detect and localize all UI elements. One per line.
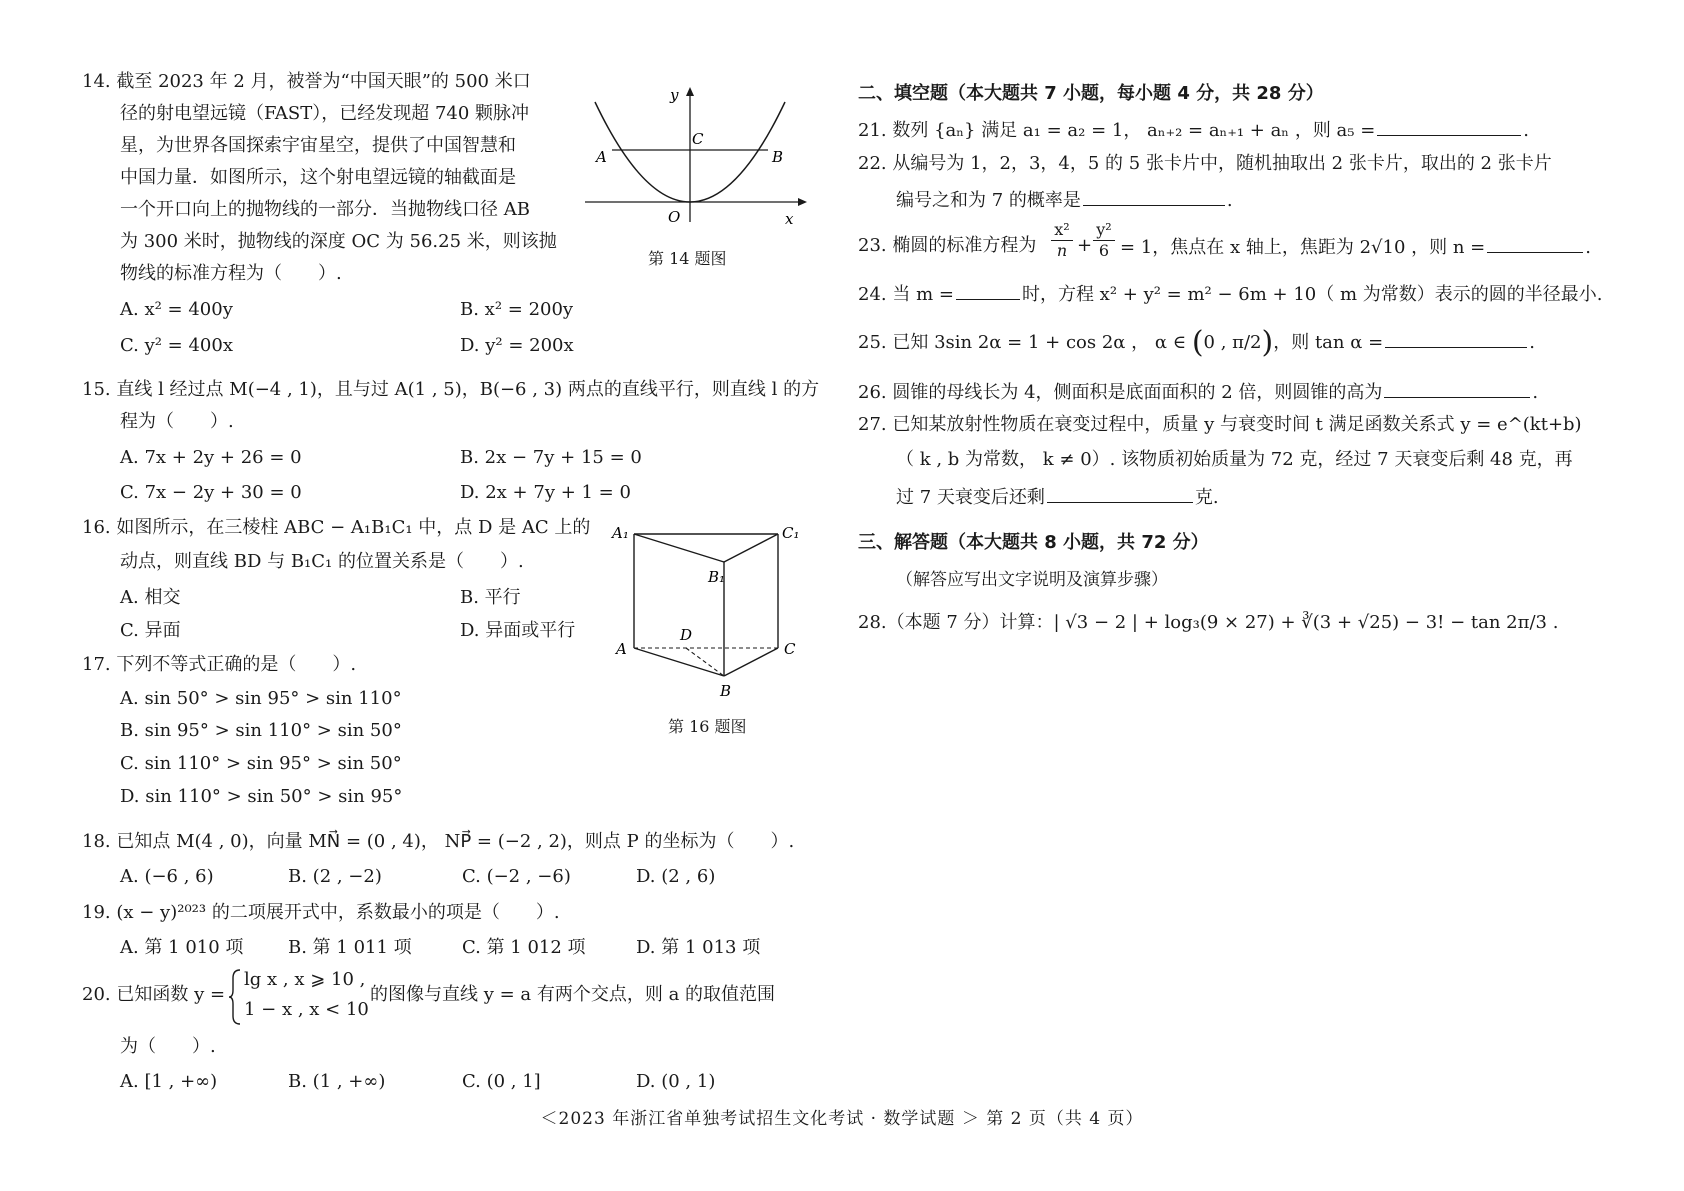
q26-end: . xyxy=(1532,382,1539,403)
q27-text: 过 7 天衰变后还剩 xyxy=(896,487,1045,508)
q25-right-paren: ) xyxy=(1261,325,1274,360)
q14-line-5: 一个开口向上的抛物线的一部分．当抛物线口径 AB xyxy=(120,199,530,220)
q16-option-d: D. 异面或平行 xyxy=(460,620,576,641)
q15-option-b: B. 2x − 7y + 15 = 0 xyxy=(460,447,642,468)
q27-line-1: 27. 已知某放射性物质在衰变过程中，质量 y 与衰变时间 t 满足函数关系式 y = e^(kt+b) xyxy=(858,414,1582,435)
q16-option-c: C. 异面 xyxy=(120,620,181,641)
q25-interval: 0 , π/2 xyxy=(1203,332,1262,353)
edge-a-b xyxy=(634,648,724,676)
q15-option-a: A. 7x + 2y + 26 = 0 xyxy=(120,447,302,468)
q27-line-2: （ k , b 为常数， k ≠ 0）. 该物质初始质量为 72 克，经过 7 天衰变后剩 48 克，再 xyxy=(896,449,1573,470)
q28: 28.（本题 7 分）计算：| √3 − 2 | + log₃(9 × 27) + ∛(3 + √25) − 3! − tan 2π/3 . xyxy=(858,612,1559,633)
q16-prism-figure xyxy=(608,520,808,706)
q24-answer-blank[interactable] xyxy=(956,281,1020,300)
q16-line-1: 16. 如图所示，在三棱柱 ABC − A₁B₁C₁ 中，点 D 是 AC 上的 xyxy=(82,517,591,538)
q23-fraction-1 xyxy=(1051,220,1073,261)
label-b1: B₁ xyxy=(708,568,726,586)
q22-line-1: 22. 从编号为 1，2，3，4，5 的 5 张卡片中，随机抽取出 2 张卡片，取出的 2 张卡片 xyxy=(858,153,1552,174)
q15-line-2: 程为（ ）. xyxy=(120,411,234,432)
q19-option-d: D. 第 1 013 项 xyxy=(636,937,761,958)
q20-suffix: 的图像与直线 y = a 有两个交点，则 a 的取值范围 xyxy=(370,984,776,1005)
label-b: B xyxy=(772,148,784,166)
q17-option-a: A. sin 50° > sin 95° > sin 110° xyxy=(120,688,402,709)
q23-fraction-2 xyxy=(1093,220,1115,261)
label-a1: A₁ xyxy=(612,524,629,542)
label-d: D xyxy=(680,626,693,644)
q20-option-c: C. (0 , 1] xyxy=(462,1071,541,1092)
label-c: C xyxy=(692,130,704,148)
q23-num-1: x² xyxy=(1051,220,1073,241)
q22-end: . xyxy=(1226,190,1233,211)
label-b: B xyxy=(720,682,732,700)
q20-option-b: B. (1 , +∞) xyxy=(288,1071,386,1092)
q14-line-2: 径的射电望远镜（FAST），已经发现超 740 颗脉冲 xyxy=(120,103,530,124)
q16-option-a: A. 相交 xyxy=(120,587,181,608)
q16-line-2: 动点，则直线 BD 与 B₁C₁ 的位置关系是（ ）. xyxy=(120,551,524,572)
q27-answer-blank[interactable] xyxy=(1047,484,1193,503)
section-3-title: 三、解答题（本大题共 8 小题，共 72 分） xyxy=(858,532,1209,553)
edge-b-c xyxy=(724,648,778,676)
q25-prefix: 25. 已知 3sin 2α = 1 + cos 2α ， α ∈ xyxy=(858,332,1187,353)
q14-line-6: 为 300 米时，抛物线的深度 OC 为 56.25 米，则该抛 xyxy=(120,231,557,252)
q17-option-b: B. sin 95° > sin 110° > sin 50° xyxy=(120,720,402,741)
q27-end: 克. xyxy=(1194,487,1219,508)
q24-suffix: 时，方程 x² + y² = m² − 6m + 10（ m 为常数）表示的圆的半径最小. xyxy=(1021,284,1603,305)
q19-option-a: A. 第 1 010 项 xyxy=(120,937,244,958)
q14-figure-caption: 第 14 题图 xyxy=(648,249,727,268)
q21 xyxy=(858,117,1529,143)
q18-option-c: C. (−2 , −6) xyxy=(462,866,571,887)
q23-end: . xyxy=(1585,237,1591,258)
label-y: y xyxy=(670,86,679,104)
q15-option-c: C. 7x − 2y + 30 = 0 xyxy=(120,482,302,503)
q23-rest xyxy=(1120,234,1591,260)
q14-option-b: B. x² = 200y xyxy=(460,299,574,320)
q15-line-1: 15. 直线 l 经过点 M(−4 , 1)，且与过 A(1 , 5)，B(−6 , 3) 两点的直线平行，则直线 l 的方 xyxy=(82,379,820,400)
q17-option-c: C. sin 110° > sin 95° > sin 50° xyxy=(120,753,402,774)
y-axis-arrow xyxy=(686,87,694,96)
q22-line-2 xyxy=(896,187,1233,213)
q19-line: 19. (x − y)²⁰²³ 的二项展开式中，系数最小的项是（ ）. xyxy=(82,902,560,923)
q22-answer-blank[interactable] xyxy=(1083,187,1225,206)
q14-line-4: 中国力量．如图所示，这个射电望远镜的轴截面是 xyxy=(120,167,516,188)
q26-text: 26. 圆锥的母线长为 4，侧面积是底面面积的 2 倍，则圆锥的高为 xyxy=(858,382,1383,403)
q17-option-d: D. sin 110° > sin 50° > sin 95° xyxy=(120,786,403,807)
edge-b1-c1 xyxy=(724,534,778,562)
q25-left-paren: ( xyxy=(1191,325,1204,360)
q23-num-2: y² xyxy=(1093,220,1115,241)
q27-line-3 xyxy=(896,484,1219,510)
q20-piecewise-brace xyxy=(228,968,242,1026)
q17-line: 17. 下列不等式正确的是（ ）. xyxy=(82,654,357,675)
section-3-note: （解答应写出文字说明及演算步骤） xyxy=(896,570,1168,590)
page-footer: ＜2023 年浙江省单独考试招生文化考试 · 数学试题 ＞ 第 2 页（共 4 页） xyxy=(540,1109,1144,1129)
edge-a1-b1 xyxy=(634,534,724,562)
q19-option-c: C. 第 1 012 项 xyxy=(462,937,586,958)
x-axis-arrow xyxy=(798,198,807,206)
q20-case-1: lg x , x ⩾ 10 , xyxy=(244,969,366,990)
q20-line-2: 为（ ）. xyxy=(120,1036,216,1057)
q14-option-a: A. x² = 400y xyxy=(120,299,233,320)
section-2-title: 二、填空题（本大题共 7 小题，每小题 4 分，共 28 分） xyxy=(858,83,1324,104)
q26-answer-blank[interactable] xyxy=(1384,379,1530,398)
q18-option-a: A. (−6 , 6) xyxy=(120,866,214,887)
label-o: O xyxy=(668,208,681,226)
q24-prefix: 24. 当 m = xyxy=(858,284,954,305)
q21-end: . xyxy=(1523,120,1530,141)
q25 xyxy=(858,325,1535,360)
q24 xyxy=(858,281,1602,307)
q25-answer-blank[interactable] xyxy=(1385,329,1527,348)
q15-option-d: D. 2x + 7y + 1 = 0 xyxy=(460,482,631,503)
q19-option-b: B. 第 1 011 项 xyxy=(288,937,412,958)
q23-suffix: = 1，焦点在 x 轴上，焦距为 2√10 ，则 n = xyxy=(1120,237,1486,258)
q23-den-2: 6 xyxy=(1098,241,1110,260)
q23-answer-blank[interactable] xyxy=(1487,234,1583,253)
q23-prefix: 23. 椭圆的标准方程为 xyxy=(858,235,1037,256)
q14-line-7: 物线的标准方程为（ ）. xyxy=(120,263,342,284)
label-x: x xyxy=(785,210,794,228)
q20-case-2: 1 − x , x < 10 xyxy=(244,999,369,1020)
q25-end: . xyxy=(1529,332,1535,353)
q14-parabola-figure xyxy=(580,82,810,232)
segment-bd-hidden xyxy=(686,648,724,676)
label-a: A xyxy=(596,148,607,166)
q14-option-d: D. y² = 200x xyxy=(460,335,574,356)
q14-line-3: 星，为世界各国探索宇宙星空，提供了中国智慧和 xyxy=(120,135,516,156)
q21-answer-blank[interactable] xyxy=(1377,117,1521,136)
q21-text: 21. 数列 {aₙ} 满足 a₁ = a₂ = 1， aₙ₊₂ = aₙ₊₁ + aₙ ，则 a₅ = xyxy=(858,120,1376,141)
q14-line-1: 14. 截至 2023 年 2 月，被誉为“中国天眼”的 500 米口 xyxy=(82,71,531,92)
q18-line: 18. 已知点 M(4 , 0)，向量 MN⃗ = (0 , 4)， NP⃗ = (−2 , 2)，则点 P 的坐标为（ ）. xyxy=(82,831,795,852)
q18-option-d: D. (2 , 6) xyxy=(636,866,716,887)
q23-plus: + xyxy=(1077,235,1093,256)
q18-option-b: B. (2 , −2) xyxy=(288,866,382,887)
label-a: A xyxy=(616,640,627,658)
q20-option-d: D. (0 , 1) xyxy=(636,1071,716,1092)
label-c1: C₁ xyxy=(782,524,800,542)
q22-text: 编号之和为 7 的概率是 xyxy=(896,190,1081,211)
q25-suffix: ，则 tan α = xyxy=(1273,332,1384,353)
q20-option-a: A. [1 , +∞) xyxy=(120,1071,218,1092)
label-c: C xyxy=(784,640,796,658)
q26 xyxy=(858,379,1538,405)
q23-den-1: n xyxy=(1056,241,1068,260)
q14-option-c: C. y² = 400x xyxy=(120,335,233,356)
q16-option-b: B. 平行 xyxy=(460,587,521,608)
q20-prefix: 20. 已知函数 y = xyxy=(82,984,226,1005)
q16-figure-caption: 第 16 题图 xyxy=(668,717,747,736)
